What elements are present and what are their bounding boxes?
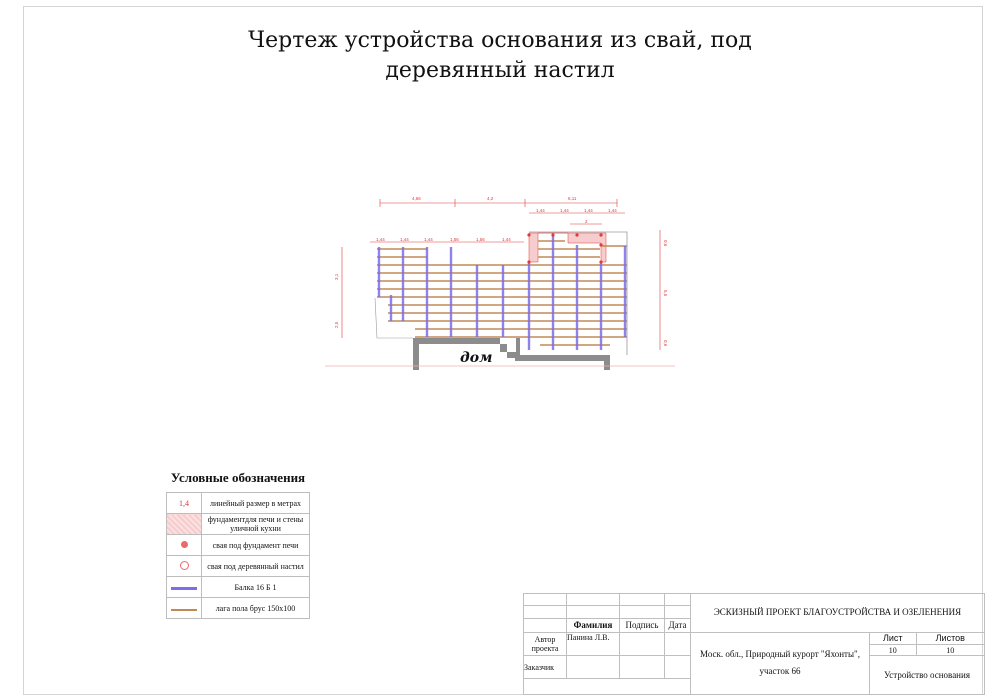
dim-deck-1: 1,44 [376, 237, 385, 242]
dim-right-3: 0,6 [663, 340, 668, 347]
address: Моск. обл., Природный курорт "Яхонты", участок 66 [691, 632, 870, 694]
plan-svg [320, 190, 680, 370]
legend-label: фундаментдля печи и стены уличной кухни [202, 514, 310, 535]
dim-deck-4: 1,56 [450, 237, 459, 242]
col-signature: Подпись [620, 618, 665, 632]
title-block [523, 593, 985, 695]
dim-deck-6: 1,44 [502, 237, 511, 242]
dim-right-2: 5,5 [663, 290, 668, 297]
drawing-title [200, 26, 800, 86]
dim-left-1: 3,1 [334, 273, 339, 280]
sheet-label: Лист [870, 632, 917, 644]
dim-right-1: 0,6 [663, 240, 668, 247]
dim-ur-3: 1,44 [584, 208, 593, 213]
dim-ur-1: 1,44 [536, 208, 545, 213]
legend-label: линейный размер в метрах [202, 493, 310, 514]
legend-label: лага пола брус 150х100 [202, 598, 310, 619]
dim-deck-3: 1,44 [424, 237, 433, 242]
legend-table [166, 492, 310, 619]
dim-top-2: 4,2 [487, 196, 494, 201]
pile-foundation-plan [320, 190, 680, 375]
col-date: Дата [665, 618, 691, 632]
title-line-2: деревянный настил [385, 58, 615, 83]
dim-ur-4: 1,44 [608, 208, 617, 213]
dim-deck-2: 1,44 [400, 237, 409, 242]
legend-item [167, 535, 310, 556]
row-author: Автор проекта [524, 632, 567, 656]
col-surname: Фамилия [567, 618, 620, 632]
dimension-sample: 1,4 [179, 498, 189, 508]
joist-line-icon [167, 598, 202, 619]
dimension-symbol [167, 493, 202, 514]
sheet-number: 10 [870, 645, 917, 656]
dim-left-2: 2,5 [334, 321, 339, 328]
open-circle-icon [167, 556, 202, 577]
dim-top-3: 6,11 [568, 196, 577, 201]
author-name: Панина Л.В. [567, 632, 620, 656]
legend-item [167, 577, 310, 598]
sheets-total: 10 [916, 645, 984, 656]
legend-label: свая под деревянный настил [202, 556, 310, 577]
dim-ur-2: 1,44 [560, 208, 569, 213]
legend-item [167, 556, 310, 577]
legend-label: свая под фундамент печи [202, 535, 310, 556]
title-line-1: Чертеж устройства основания из свай, под [248, 28, 752, 53]
legend [166, 470, 310, 619]
beam-line-icon [167, 577, 202, 598]
legend-title: Условные обозначения [170, 470, 306, 485]
title-block-table [523, 593, 985, 695]
project-title: ЭСКИЗНЫЙ ПРОЕКТ БЛАГОУСТРОЙСТВА И ОЗЕЛЕНЕНИЯ [691, 594, 985, 633]
house-label: дом [460, 350, 493, 366]
legend-item [167, 514, 310, 535]
filled-circle-icon [167, 535, 202, 556]
dim-top-1: 4,66 [412, 196, 421, 201]
row-customer: Заказчик [524, 656, 567, 679]
dim-deck-5: 1,56 [476, 237, 485, 242]
dim-stove: 2 [585, 219, 588, 224]
legend-item [167, 493, 310, 514]
sheet-title: Устройство основания [870, 656, 985, 695]
legend-item [167, 598, 310, 619]
hatch-icon [167, 514, 202, 535]
legend-label: Балка 16 Б 1 [202, 577, 310, 598]
sheets-label: Листов [916, 632, 984, 644]
